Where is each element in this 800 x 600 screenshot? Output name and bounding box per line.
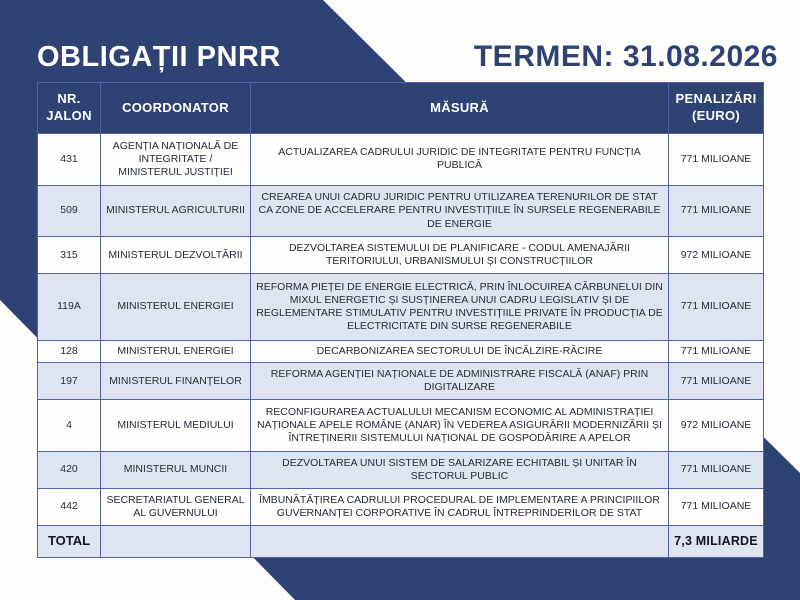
cell-coordonator: MINISTERUL ENERGIEI <box>101 340 251 362</box>
cell-nr: 128 <box>38 340 101 362</box>
cell-penalizari: 771 MILIOANE <box>669 363 764 400</box>
cell-masura: DEZVOLTAREA SISTEMULUI DE PLANIFICARE - CODUL AMENAJĂRII TERITORIULUI, URBANISMULUI ȘI CONSTRUCȚIILOR <box>251 237 669 274</box>
table-row <box>38 340 764 362</box>
cell-nr: 197 <box>38 363 101 400</box>
column-header-nr-jalon: NR. JALON <box>38 83 101 134</box>
total-value: 7,3 MILIARDE <box>669 526 764 558</box>
cell-nr: 442 <box>38 488 101 525</box>
total-empty-cell <box>251 526 669 558</box>
cell-nr: 509 <box>38 185 101 237</box>
cell-masura: CREAREA UNUI CADRU JURIDIC PENTRU UTILIZAREA TERENURILOR DE STAT CA ZONE DE ACCELERARE PENTRU INVESTIȚIILE ÎN SURSELE REGENERABILE DE ENERGIE <box>251 185 669 237</box>
cell-masura: REFORMA AGENȚIEI NAȚIONALE DE ADMINISTRARE FISCALĂ (ANAF) PRIN DIGITALIZARE <box>251 363 669 400</box>
column-header-penalizari: PENALIZĂRI (EURO) <box>669 83 764 134</box>
cell-nr: 431 <box>38 134 101 186</box>
total-row <box>38 526 764 558</box>
total-label: TOTAL <box>38 526 101 558</box>
cell-penalizari: 771 MILIOANE <box>669 274 764 340</box>
cell-coordonator: SECRETARIATUL GENERAL AL GUVERNULUI <box>101 488 251 525</box>
table-row <box>38 237 764 274</box>
cell-masura: RECONFIGURAREA ACTUALULUI MECANISM ECONOMIC AL ADMINISTRAȚIEI NAȚIONALE APELE ROMÂNE (ANAR) ÎN VEDEREA ASIGURĂRII MODERNIZĂRII ȘI ÎNTREȚINERII SISTEMULUI NAȚIONAL DE GOSPODĂRIRE A APELOR <box>251 400 669 452</box>
cell-penalizari: 771 MILIOANE <box>669 488 764 525</box>
cell-coordonator: MINISTERUL DEZVOLTĂRII <box>101 237 251 274</box>
cell-masura: ÎMBUNĂTĂȚIREA CADRULUI PROCEDURAL DE IMPLEMENTARE A PRINCIPIILOR GUVERNANȚEI CORPORATIVE ÎN CADRUL ÎNTREPRINDERILOR DE STAT <box>251 488 669 525</box>
cell-coordonator: MINISTERUL FINANȚELOR <box>101 363 251 400</box>
table-row <box>38 363 764 400</box>
cell-coordonator: AGENȚIA NAȚIONALĂ DE INTEGRITATE / MINISTERUL JUSTIȚIEI <box>101 134 251 186</box>
cell-coordonator: MINISTERUL ENERGIEI <box>101 274 251 340</box>
deadline-text: TERMEN: 31.08.2026 <box>473 40 778 73</box>
page-title: OBLIGAȚII PNRR <box>37 41 281 73</box>
obligations-table <box>37 82 764 558</box>
table-row <box>38 274 764 340</box>
cell-nr: 4 <box>38 400 101 452</box>
table-row <box>38 134 764 186</box>
table-row <box>38 488 764 525</box>
cell-nr: 420 <box>38 451 101 488</box>
cell-penalizari: 972 MILIOANE <box>669 400 764 452</box>
cell-coordonator: MINISTERUL MUNCII <box>101 451 251 488</box>
column-header-coordonator: COORDONATOR <box>101 83 251 134</box>
cell-masura: REFORMA PIEȚEI DE ENERGIE ELECTRICĂ, PRIN ÎNLOCUIREA CĂRBUNELUI DIN MIXUL ENERGETIC ȘI SUSȚINEREA UNUI CADRU LEGISLATIV ȘI DE REGLEMENTARE STIMULATIV PENTRU INVESTIȚIILE PRIVATE ÎN PRODUCȚIA DE ELECTRICITATE DIN SURSE REGENERABILE <box>251 274 669 340</box>
cell-masura: DECARBONIZAREA SECTORULUI DE ÎNCĂLZIRE-RĂCIRE <box>251 340 669 362</box>
cell-masura: DEZVOLTAREA UNUI SISTEM DE SALARIZARE ECHITABIL ȘI UNITAR ÎN SECTORUL PUBLIC <box>251 451 669 488</box>
column-header-masura: MĂSURĂ <box>251 83 669 134</box>
cell-nr: 119A <box>38 274 101 340</box>
cell-masura: ACTUALIZAREA CADRULUI JURIDIC DE INTEGRITATE PENTRU FUNCȚIA PUBLICĂ <box>251 134 669 186</box>
cell-coordonator: MINISTERUL AGRICULTURII <box>101 185 251 237</box>
table-row <box>38 400 764 452</box>
table-row <box>38 451 764 488</box>
cell-penalizari: 771 MILIOANE <box>669 185 764 237</box>
table-row <box>38 185 764 237</box>
cell-penalizari: 972 MILIOANE <box>669 237 764 274</box>
table-header-row <box>38 83 764 134</box>
cell-nr: 315 <box>38 237 101 274</box>
cell-penalizari: 771 MILIOANE <box>669 340 764 362</box>
total-empty-cell <box>101 526 251 558</box>
cell-penalizari: 771 MILIOANE <box>669 451 764 488</box>
cell-coordonator: MINISTERUL MEDIULUI <box>101 400 251 452</box>
cell-penalizari: 771 MILIOANE <box>669 134 764 186</box>
